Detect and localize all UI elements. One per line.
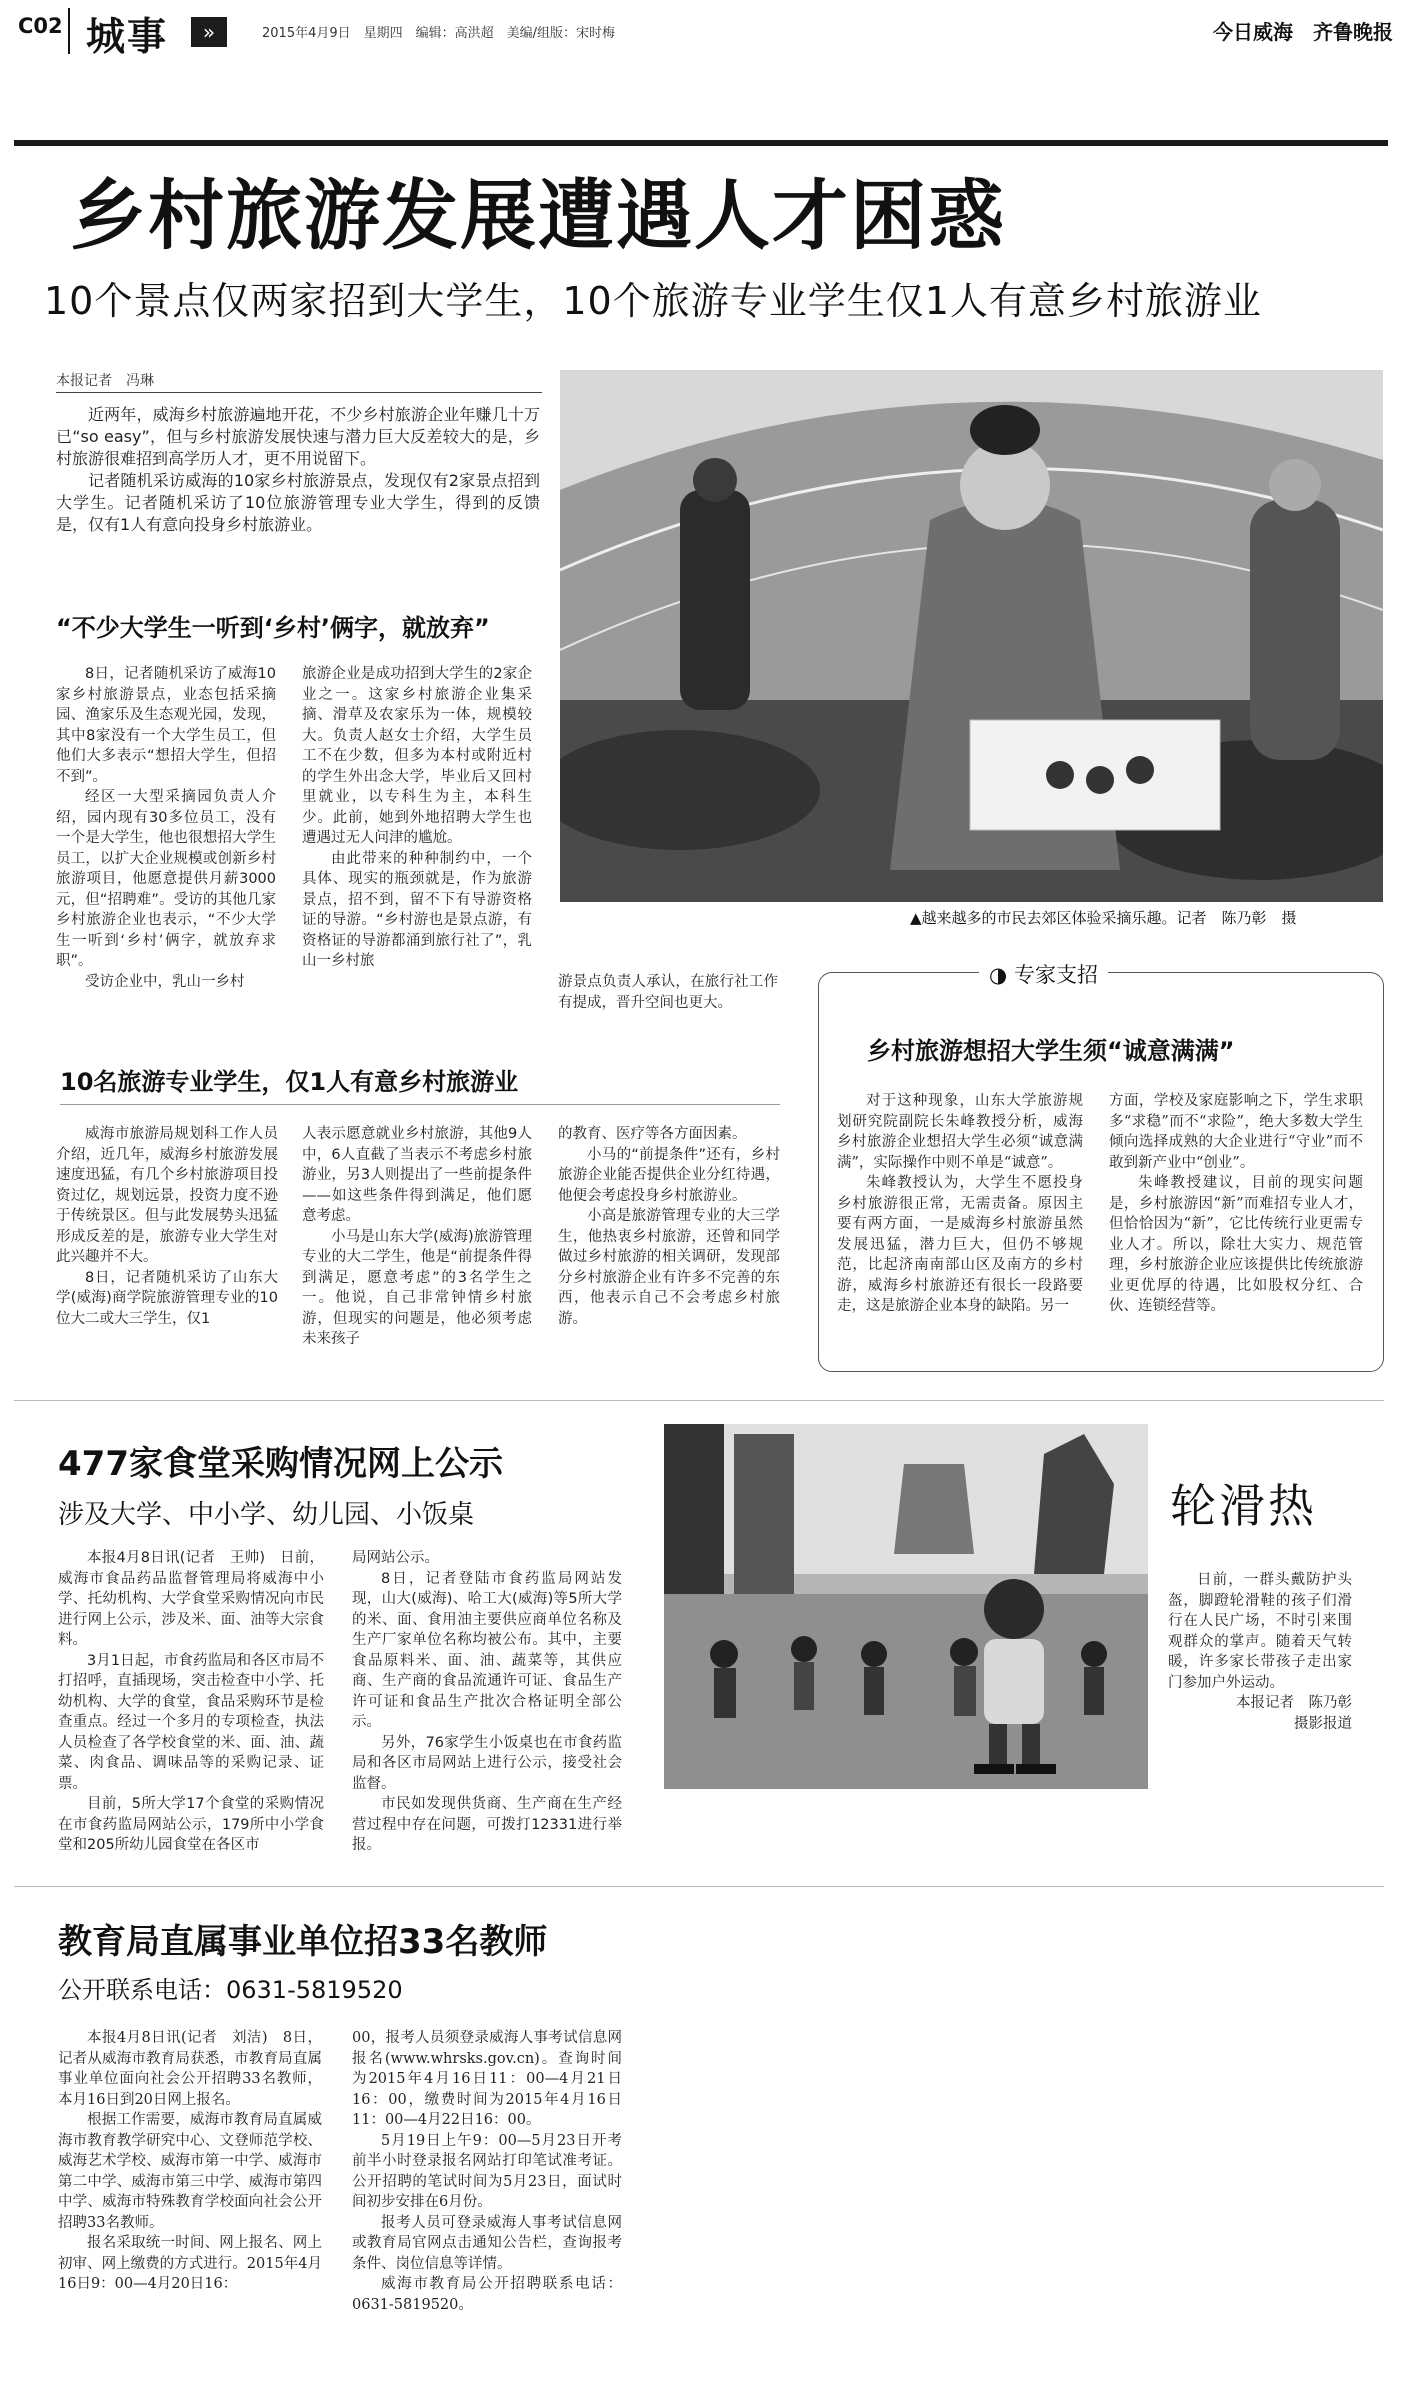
speech-bubble-icon: ◑ [989, 963, 1008, 987]
newspaper-brand: 今日威海 齐鲁晚报 [1213, 20, 1393, 44]
paragraph: 威海市教育局公开招聘联系电话：0631-5819520。 [352, 2276, 622, 2313]
story-divider [14, 1400, 1384, 1401]
section-name: 城事 [86, 14, 169, 60]
lead-paragraph: 记者随机采访威海的10家乡村旅游景点，发现仅有2家景点招到大学生。记者随机采访了10位旅游管理专业大学生，得到的反馈是，仅有1人有意向投身乡村旅游业。 [56, 471, 540, 534]
paragraph: 威海市旅游局规划科工作人员介绍，近几年，威海乡村旅游发展速度迅猛，有几个乡村旅游项目投资过亿，规划远景，投资力度不逊于传统景区。但与此发展势头迅猛形成反差的是，旅游专业大学生对此兴趣并不大。 [56, 1126, 278, 1265]
lead-paragraph: 近两年，威海乡村旅游遍地开花，不少乡村旅游企业年赚几十万已“so easy”，但与乡村旅游发展快速与潜力巨大反差较大的是，乡村旅游很难招到高学历人才，更不用说留下。 [56, 405, 540, 468]
strawberry-picking-photo [560, 370, 1383, 902]
paragraph: 方面，学校及家庭影响之下，学生求职多“求稳”而不“求险”，绝大多数大学生倾向选择成熟的大企业进行“守业”而不敢到新产业中“创业”。 [1109, 1093, 1363, 1171]
article-column [558, 972, 778, 1013]
paragraph: 经区一大型采摘园负责人介绍，园内现有30多位员工，没有一个是大学生，他也很想招大学生员工，以扩大企业规模或创新乡村旅游项目，他愿意提供月薪3000元，但“招聘难”。受访的其他几家乡村旅游企业也表示，“不少大学生一听到‘乡村’俩字，就放弃求职”。 [56, 789, 276, 969]
double-chevron-right-icon: » [191, 17, 227, 47]
section-rule [60, 1104, 780, 1105]
main-headline: 乡村旅游发展遭遇人才困惑 [70, 171, 1006, 260]
canteen-headline: 477家食堂采购情况网上公示 [58, 1444, 503, 1484]
byline-rule [56, 392, 542, 393]
byline: 本报记者 冯琳 [56, 373, 154, 389]
teacher-hiring-headline: 教育局直属事业单位招33名教师 [58, 1922, 548, 1962]
teacher-hiring-subheadline: 公开联系电话：0631-5819520 [58, 1976, 403, 2004]
article-column [58, 2028, 322, 2295]
issue-meta: 2015年4月9日 星期四 编辑：高洪超 美编/组版：宋时梅 [262, 26, 616, 41]
expert-advice-box [818, 963, 1384, 1372]
skating-title: 轮滑热 [1170, 1479, 1317, 1533]
expert-column [1109, 1091, 1363, 1317]
skating-text [1168, 1570, 1352, 1734]
paragraph: 由此带来的种种制约中，一个具体、现实的瓶颈就是，作为旅游景点，招不到，留不下有导游资格证的导游。“乡村游也是景点游，有资格证的导游都涌到旅行社了”，乳山一乡村旅 [302, 850, 532, 969]
photo-illustration [664, 1424, 1148, 1789]
article-column [56, 1124, 278, 1329]
paragraph: 另外，76家学生小饭桌也在市食药监局和各区市局网站上进行公示，接受社会监督。 [352, 1734, 622, 1792]
paragraph: 小高是旅游管理专业的大三学生，他热衷乡村旅游，还曾和同学做过乡村旅游的相关调研，发现部分乡村旅游企业有许多不完善的东西，他表示自己不会考虑乡村旅游。 [558, 1208, 780, 1327]
paragraph: 00，报考人员须登录威海人事考试信息网报名(www.whrsks.gov.cn)。查询时间为2015年4月16日11：00—4月21日16：00，缴费时间为2015年4月16日11：00—4月22日16：00。 [352, 2030, 622, 2128]
article-column [56, 664, 276, 992]
article-column [352, 2028, 622, 2315]
paragraph: 本报4月8日讯(记者 刘洁) 8日，记者从威海市教育局获悉，市教育局直属事业单位面向社会公开招聘33名教师，本月16日到20日网上报名。 [58, 2030, 322, 2108]
paragraph: 日前，一群头戴防护头盔，脚蹬轮滑鞋的孩子们滑行在人民广场，不时引来围观群众的掌声。随着天气转暖，许多家长带孩子走出家门参加户外运动。 [1168, 1572, 1352, 1691]
paragraph: 小马是山东大学(威海)旅游管理专业的大二学生，他是“前提条件得到满足，愿意考虑”的3名学生之一。他说，自己非常钟情乡村旅游，但现实的问题是，他必须考虑未来孩子 [302, 1228, 532, 1347]
paragraph: 朱峰教授认为，大学生不愿投身乡村旅游很正常，无需责备。原因主要有两方面，一是威海乡村旅游虽然发展迅猛，潜力巨大，但仍不够规范，比起济南南部山区及南方的乡村游，威海乡村旅游还有很长一段路要走，这是旅游企业本身的缺陷。另一 [837, 1175, 1083, 1314]
header-divider [68, 8, 70, 54]
paragraph: 报考人员可登录威海人事考试信息网或教育局官网点击通知公告栏，查询报考条件、岗位信息等详情。 [352, 2214, 622, 2272]
article-column [58, 1548, 324, 1856]
article-column [558, 1124, 780, 1329]
article-column [302, 1124, 532, 1350]
paragraph: 目前，5所大学17个食堂的采购情况在市食药监局网站公示，179所中小学食堂和205所幼儿园食堂在各区市 [58, 1796, 324, 1853]
paragraph: 8日，记者随机采访了威海10家乡村旅游景点，业态包括采摘园、渔家乐及生态观光园，发现，其中8家没有一个大学生员工，但他们大多表示“想招大学生，但招不到”。 [56, 666, 276, 785]
paragraph: 8日，记者登陆市食药监局网站发现，山大(威海)、哈工大(威海)等5所大学的米、面、食用油主要供应商单位名称及生产厂家单位名称均被公布。其中，主要食品原料米、面、油、蔬菜等，其供应商、生产商的食品流通许可证、食品生产许可证和食品生产批次合格证明全部公示。 [352, 1570, 622, 1730]
paragraph: 小马的“前提条件”还有，乡村旅游企业能否提供企业分红待遇，他便会考虑投身乡村旅游业。 [558, 1146, 780, 1204]
paragraph: 局网站公示。 [352, 1550, 439, 1566]
expert-tag [979, 959, 1108, 989]
paragraph: 的教育、医疗等各方面因素。 [558, 1126, 747, 1142]
paragraph: 朱峰教授建议，目前的现实问题是，乡村旅游因“新”而难招专业人才，但恰恰因为“新”，它比传统行业更需专业人才。所以，除壮大实力、规范管理，乡村旅游企业应该提供比传统旅游业更优厚的待遇，比如股权分红、合伙、连锁经营等。 [1109, 1175, 1363, 1314]
paragraph: 人表示愿意就业乡村旅游，其他9人中，6人直截了当表示不考虑乡村旅游业，另3人则提出了一些前提条件——如这些条件得到满足，他们愿意考虑。 [302, 1126, 532, 1224]
expert-title: 乡村旅游想招大学生须“诚意满满” [867, 1037, 1235, 1065]
lead-paragraphs [56, 404, 540, 536]
paragraph: 本报4月8日讯(记者 王帅) 日前，威海市食品药品监督管理局将威海中小学、托幼机构、大学食堂采购情况向市民进行网上公示，涉及米、面、油等大宗食料。 [58, 1550, 324, 1648]
paragraph: 3月1日起，市食药监局和各区市局不打招呼，直插现场，突击检查中小学、托幼机构、大学的食堂，食品采购环节是检查重点。经过一个多月的专项检查，执法人员检查了各学校食堂的米、面、油、蔬菜、肉食品、调味品等的采购记录、证票。 [58, 1652, 324, 1792]
canteen-subheadline: 涉及大学、中小学、幼儿园、小饭桌 [58, 1500, 475, 1530]
paragraph: 市民如发现供货商、生产商在生产经营过程中存在问题，可拨打12331进行举报。 [352, 1796, 622, 1853]
paragraph: 5月19日上午9：00—5月23日开考前半小时登录报名网站打印笔试准考证。公开招聘的笔试时间为5月23日，面试时间初步安排在6月份。 [352, 2132, 622, 2210]
story-divider [14, 1886, 1384, 1887]
photo-caption: ▲越来越多的市民去郊区体验采摘乐趣。记者 陈乃彰 摄 [910, 909, 1297, 927]
paragraph: 对于这种现象，山东大学旅游规划研究院副院长朱峰教授分析，威海乡村旅游企业想招大学生必须“诚意满满”，实际操作中则不单是“诚意”。 [837, 1093, 1083, 1171]
main-subheadline: 10个景点仅两家招到大学生，10个旅游专业学生仅1人有意乡村旅游业 [44, 279, 1262, 323]
photo-credit: 摄影报道 [1294, 1715, 1352, 1732]
paragraph: 游景点负责人承认，在旅行社工作有提成，晋升空间也更大。 [558, 974, 778, 1011]
paragraph: 根据工作需要，威海市教育局直属威海市教育教学研究中心、文登师范学校、威海艺术学校、威海市第一中学、威海市第二中学、威海市第三中学、威海市第四中学、威海市特殊教育学校面向社会公开招聘33名教师。 [58, 2112, 322, 2231]
photo-credit: 本报记者 陈乃彰 [1236, 1695, 1352, 1711]
paragraph: 旅游企业是成功招到大学生的2家企业之一。这家乡村旅游企业集采摘、滑草及农家乐为一体，规模较大。负责人赵女士介绍，大学生员工不在少数，但多为本村或附近村的学生外出念大学，毕业后又回村里就业，以专科生为主，本科生少。此前，她到外地招聘大学生也遭遇过无人问津的尴尬。 [302, 666, 532, 846]
article-column [302, 664, 532, 972]
paragraph: 受访企业中，乳山一乡村 [85, 973, 245, 990]
paragraph: 8日，记者随机采访了山东大学(威海)商学院旅游管理专业的10位大二或大三学生，仅1 [56, 1269, 278, 1327]
roller-skating-photo [664, 1424, 1148, 1789]
paragraph: 报名采取统一时间、网上报名、网上初审、网上缴费的方式进行。2015年4月16日9：00—4月20日16： [58, 2235, 322, 2292]
expert-column [837, 1091, 1083, 1317]
section-title-1: “不少大学生一听到‘乡村’俩字，就放弃” [56, 614, 490, 642]
header-rule [14, 140, 1388, 146]
photo-illustration [560, 370, 1383, 902]
article-column [352, 1548, 622, 1856]
page-number: C02 [18, 14, 63, 38]
section-title-2: 10名旅游专业学生，仅1人有意乡村旅游业 [60, 1068, 519, 1096]
expert-tag-label: 专家支招 [1014, 963, 1099, 987]
